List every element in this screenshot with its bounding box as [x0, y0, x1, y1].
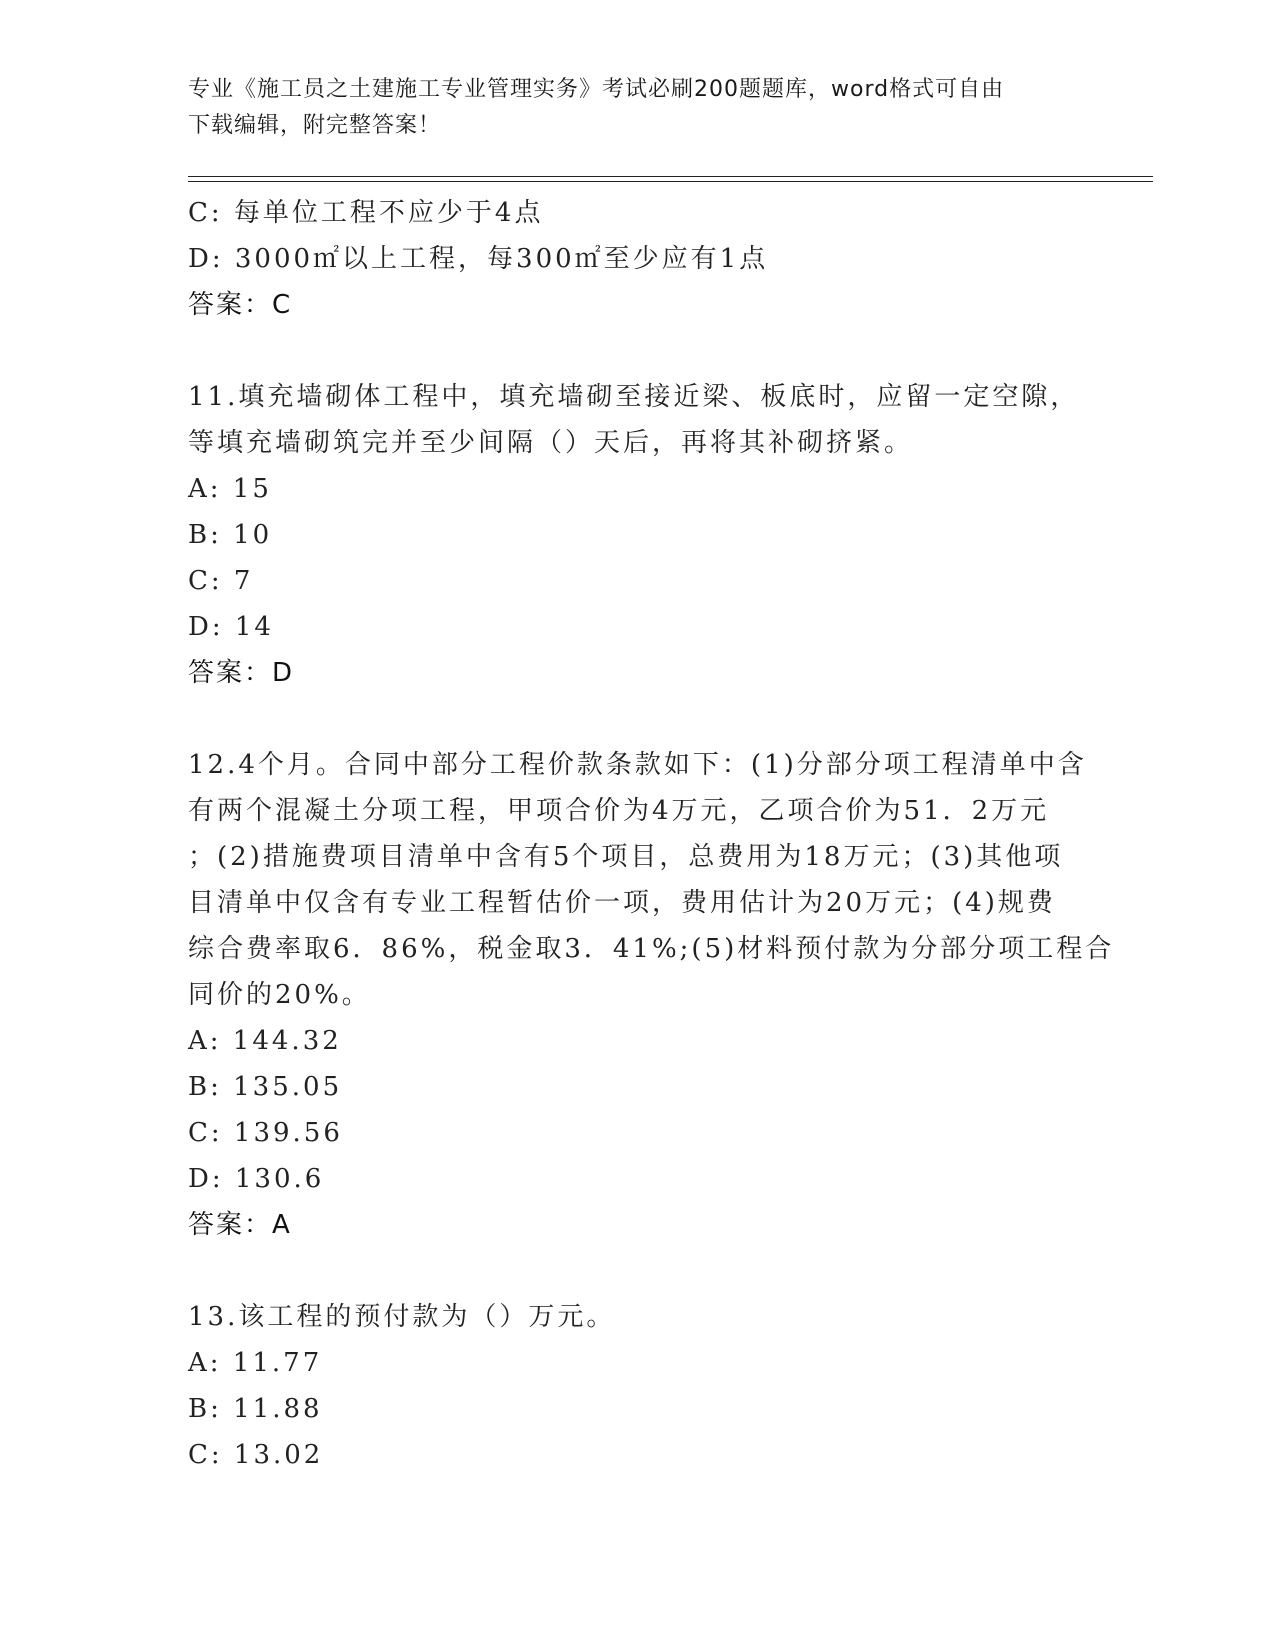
spacer [188, 696, 1088, 742]
option-a: A: 144.32 [188, 1026, 342, 1056]
question-list [188, 190, 1115, 1478]
option-c: C: 13.02 [188, 1440, 324, 1470]
question-stem [188, 742, 1115, 1018]
option-b: B: 11.88 [188, 1394, 323, 1424]
stem-line: 同价的20%。 [188, 980, 371, 1010]
option-d: D: 14 [188, 612, 274, 642]
option-d: D: 3000㎡以上工程，每300㎡至少应有1点 [188, 244, 769, 274]
question-13 [188, 1294, 1088, 1478]
stem-line: 有两个混凝土分项工程，甲项合价为4万元，乙项合价为51．2万元 [188, 796, 1050, 826]
option-a: A: 15 [188, 474, 272, 504]
option-c: C: 139.56 [188, 1118, 343, 1148]
header-divider-top [188, 176, 1153, 177]
option-c: C: 7 [188, 566, 254, 596]
stem-line: ；(2)措施费项目清单中含有5个项目，总费用为18万元；(3)其他项 [188, 842, 1064, 872]
stem-line: 等填充墙砌筑完并至少间隔（）天后，再将其补砌挤紧。 [188, 428, 914, 458]
stem-line: 11.填充墙砌体工程中，填充墙砌至接近梁、板底时，应留一定空隙， [188, 382, 1080, 412]
question-12 [188, 742, 1115, 1248]
answer: 答案：A [188, 1210, 292, 1240]
spacer [188, 1248, 1088, 1294]
question-stem [188, 374, 1088, 466]
answer: 答案：D [188, 658, 295, 688]
header-title-line-2: 下载编辑，附完整答案！ [188, 113, 442, 138]
stem-line: 综合费率取6．86%，税金取3．41%;(5)材料预付款为分部分项工程合 [188, 934, 1115, 964]
question-stem [188, 1294, 1088, 1340]
document-header [188, 72, 1088, 144]
option-c: C: 每单位工程不应少于4点 [188, 198, 544, 228]
answer: 答案：C [188, 290, 293, 320]
header-divider-bottom [188, 181, 1153, 182]
stem-line: 目清单中仅含有专业工程暂估价一项，费用估计为20万元；(4)规费 [188, 888, 1056, 918]
question-10 [188, 190, 1088, 328]
option-b: B: 135.05 [188, 1072, 343, 1102]
stem-line: 12.4个月。合同中部分工程价款条款如下：(1)分部分项工程清单中含 [188, 750, 1087, 780]
question-11 [188, 374, 1088, 696]
option-d: D: 130.6 [188, 1164, 325, 1194]
header-title-line-1: 专业《施工员之土建施工专业管理实务》考试必刷200题题库，word格式可自由 [188, 77, 1005, 102]
option-b: B: 10 [188, 520, 273, 550]
stem-line: 13.该工程的预付款为（）万元。 [188, 1302, 616, 1332]
option-a: A: 11.77 [188, 1348, 323, 1378]
spacer [188, 328, 1088, 374]
